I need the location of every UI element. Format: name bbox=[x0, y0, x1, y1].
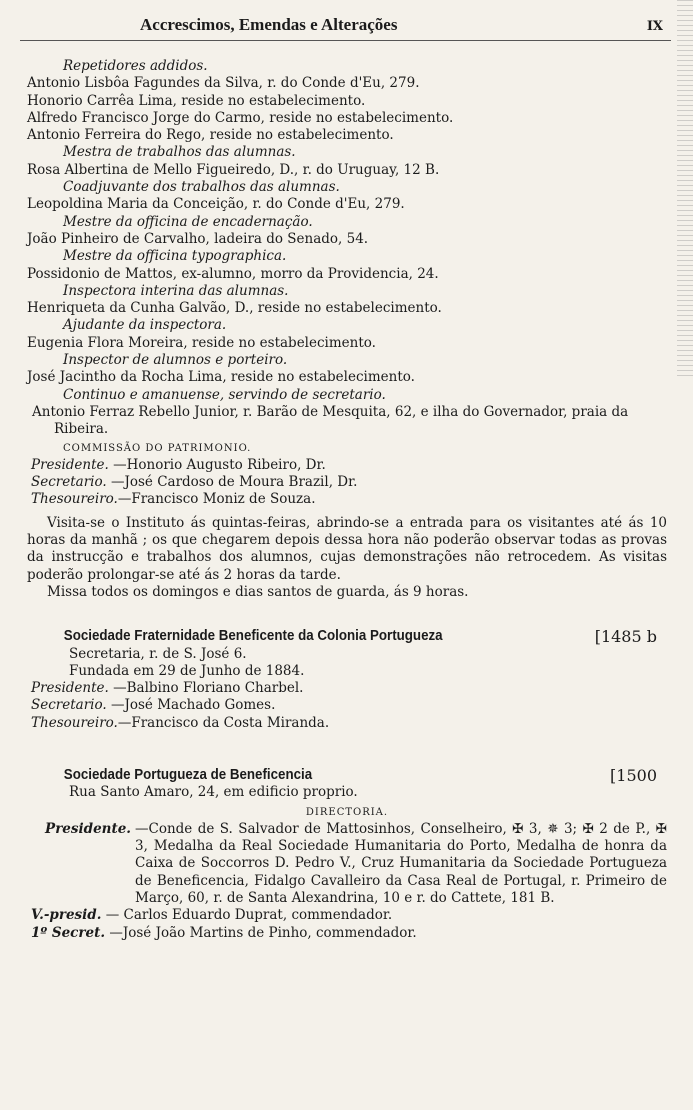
staff-entry: Honorio Carrêa Lima, reside no estabelecimento. bbox=[27, 92, 366, 109]
role-heading: Inspector de alumnos e porteiro. bbox=[63, 352, 288, 369]
staff-entry: Alfredo Francisco Jorge do Carmo, reside no estabelecimento. bbox=[27, 109, 454, 126]
section-officers bbox=[27, 680, 667, 732]
header-rule bbox=[20, 40, 671, 41]
section-title: Sociedade Portugueza de Beneficencia bbox=[63, 766, 313, 783]
section-address: Rua Santo Amaro, 24, em edificio proprio. bbox=[69, 784, 358, 801]
officer-name: —José Cardoso de Moura Brazil, Dr. bbox=[106, 474, 358, 491]
section-number: [1485 b bbox=[594, 627, 657, 647]
institute-staff-list bbox=[27, 58, 667, 439]
section-beneficencia bbox=[27, 767, 667, 942]
staff-entry: Rosa Albertina de Mello Figueiredo, D., r. do Uruguay, 12 B. bbox=[27, 161, 440, 178]
officer-name: —Honorio Augusto Ribeiro, Dr. bbox=[108, 456, 326, 473]
president-label: Presidente. bbox=[45, 820, 131, 837]
staff-entry: Antonio Lisbôa Fagundes da Silva, r. do Conde d'Eu, 279. bbox=[27, 75, 420, 92]
officer-title: Thesoureiro. bbox=[31, 491, 118, 508]
officer-row bbox=[27, 474, 667, 491]
officer-title: Thesoureiro. bbox=[31, 714, 118, 731]
officer-name: —Francisco Moniz de Souza. bbox=[117, 491, 316, 508]
officer-row bbox=[27, 925, 667, 942]
officer-row bbox=[27, 680, 667, 697]
officer-title: Secretario. bbox=[31, 697, 107, 714]
staff-entry: Henriqueta da Cunha Galvão, D., reside no estabelecimento. bbox=[27, 300, 442, 317]
officer-row bbox=[27, 715, 667, 732]
officer-name: —José João Martins de Pinho, commendador. bbox=[105, 924, 417, 941]
section-number: [1500 bbox=[610, 765, 657, 785]
page-content bbox=[27, 58, 667, 942]
visit-paragraph: Visita-se o Instituto ás quintas-feiras, abrindo-se a entrada para os visitantes até ás 10 horas da manhã ; os que chegarem depois dessa hora não poderão observar todas as provas da instrucção e trabalhos dos alumnos, cujas demonstrações não retrocedem. As visitas poderão prolongar-se até ás 2 horas da tarde. bbox=[27, 514, 667, 583]
officer-title: 1º Secret. bbox=[31, 924, 106, 941]
staff-entry: Antonio Ferreira do Rego, reside no estabelecimento. bbox=[27, 127, 394, 144]
page-edge-texture bbox=[677, 0, 693, 380]
officer-row bbox=[27, 697, 667, 714]
staff-entry: João Pinheiro de Carvalho, ladeira do Senado, 54. bbox=[27, 230, 369, 247]
role-heading: Ajudante da inspectora. bbox=[63, 317, 227, 334]
page-number: IX bbox=[646, 19, 663, 34]
mass-paragraph: Missa todos os domingos e dias santos de guarda, ás 9 horas. bbox=[47, 583, 469, 600]
officer-title: Presidente. bbox=[31, 456, 109, 473]
role-heading: Mestre da officina typographica. bbox=[63, 248, 287, 265]
running-header bbox=[0, 14, 693, 38]
directory-heading: DIRECTORIA. bbox=[305, 806, 389, 818]
officer-name: — Carlos Eduardo Duprat, commendador. bbox=[101, 907, 393, 924]
section-fraternidade bbox=[27, 628, 667, 732]
staff-entry: Antonio Ferraz Rebello Junior, r. Barão de Mesquita, 62, e ilha do Governador, praia da Ribeira. bbox=[32, 403, 629, 438]
officer-row bbox=[27, 491, 667, 508]
officer-name: —Balbino Floriano Charbel. bbox=[108, 680, 304, 697]
staff-entry: Possidonio de Mattos, ex-alumno, morro da Providencia, 24. bbox=[27, 265, 439, 282]
officer-title: V.-presid. bbox=[31, 907, 102, 924]
officer-row bbox=[27, 907, 667, 924]
officer-name: —José Machado Gomes. bbox=[106, 697, 276, 714]
commission-officers bbox=[27, 457, 667, 509]
header-title: Accrescimos, Emendas e Alterações bbox=[140, 15, 398, 34]
president-text: —Conde de S. Salvador de Mattosinhos, Conselheiro, ✠ 3, ✵ 3; ✠ 2 de P., ✠ 3, Medalha da Real Sociedade Humanitaria do Porto, Medalha de honra da Caixa de Soccorros D. Pedro V., Cruz Humanitaria da Sociedade Portugueza de Beneficencia, Fidalgo Cavalleiro da Casa Real de Portugal, r. Primeiro de Março, 60, r. de Santa Alexandrina, 10 e r. do Cattete, 181 B. bbox=[135, 820, 667, 907]
section-address: Secretaria, r. de S. José 6. bbox=[69, 645, 247, 662]
officer-title: Presidente. bbox=[31, 680, 109, 697]
staff-entry: Leopoldina Maria da Conceição, r. do Conde d'Eu, 279. bbox=[27, 196, 405, 213]
staff-entry: José Jacintho da Rocha Lima, reside no estabelecimento. bbox=[27, 369, 415, 386]
role-heading: Mestra de trabalhos das alumnas. bbox=[63, 144, 296, 161]
role-heading: Continuo e amanuense, servindo de secretario. bbox=[63, 386, 386, 403]
commission-heading: COMMISSÃO DO PATRIMONIO. bbox=[63, 442, 252, 454]
role-heading: Repetidores addidos. bbox=[63, 58, 208, 74]
role-heading: Mestre da officina de encadernação. bbox=[63, 213, 313, 230]
section-title: Sociedade Fraternidade Beneficente da Colonia Portugueza bbox=[63, 628, 443, 645]
role-heading: Coadjuvante dos trabalhos das alumnas. bbox=[63, 179, 340, 196]
president-entry bbox=[27, 821, 667, 907]
officer-row bbox=[27, 457, 667, 474]
directory-officers bbox=[27, 907, 667, 942]
staff-entry: Eugenia Flora Moreira, reside no estabelecimento. bbox=[27, 334, 376, 351]
officer-name: —Francisco da Costa Miranda. bbox=[117, 714, 330, 731]
officer-title: Secretario. bbox=[31, 474, 107, 491]
role-heading: Inspectora interina das alumnas. bbox=[63, 282, 289, 299]
section-founded: Fundada em 29 de Junho de 1884. bbox=[69, 662, 305, 679]
